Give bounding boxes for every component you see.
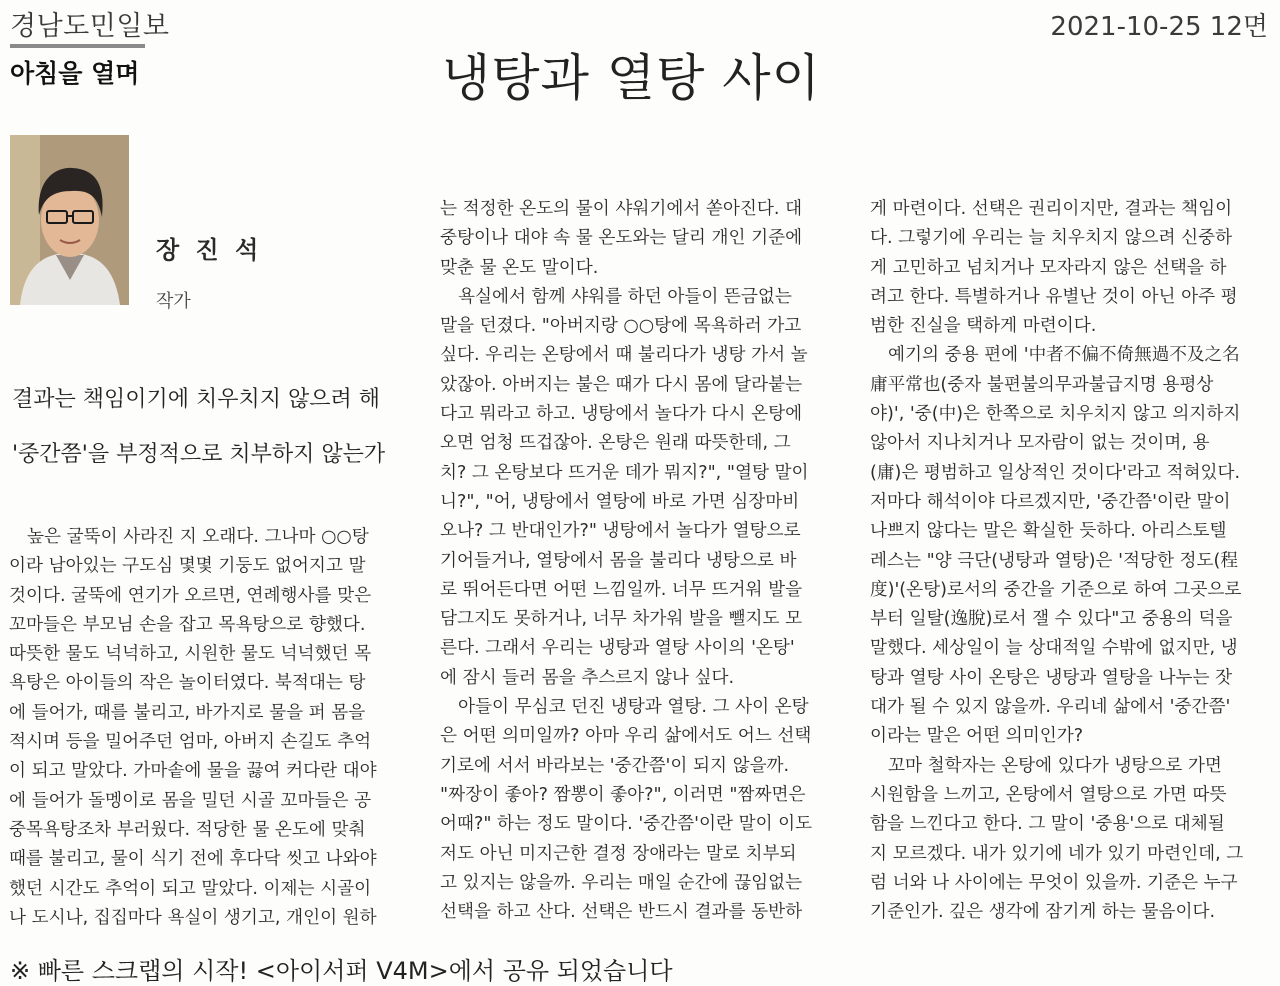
article-column-3 [870, 195, 1272, 927]
text-line: 나쁘지 않다는 말은 확실한 듯하다. 아리스토텔 [870, 521, 1227, 542]
text-line: 꼬마 철학자는 온탕에 있다가 냉탕으로 가면 [888, 755, 1222, 776]
text-line: 지 모르겠다. 내가 있기에 네가 있기 마련인데, 그 [870, 843, 1244, 864]
author-role: 작가 [156, 291, 191, 312]
text-line: (庸)은 평범하고 일상적인 것이다'라고 적혀있다. [870, 462, 1241, 483]
text-line: 니?", "어, 냉탕에서 열탕에 바로 가면 심장마비 [440, 491, 800, 512]
text-line: 오면 엄청 뜨겁잖아. 온탕은 원래 따뜻한데, 그 [440, 433, 791, 454]
text-line: 기준인가. 깊은 생각에 잠기게 하는 물음이다. [870, 902, 1216, 923]
text-line: 이라 남아있는 구도심 몇몇 기둥도 없어지고 말 [9, 556, 366, 577]
text-line: 탕과 열탕 사이 온탕은 냉탕과 열탕을 나누는 잣 [870, 667, 1233, 688]
text-line: 로 뛰어든다면 어떤 느낌일까. 너무 뜨거워 발을 [440, 579, 803, 600]
author-portrait-icon [10, 135, 129, 305]
text-line: 중탕이나 대야 속 물 온도와는 달리 개인 기준에 [440, 228, 803, 249]
text-line: 대가 될 수 있지 않을까. 우리네 삶에서 '중간쯤' [870, 697, 1231, 718]
text-line: 어때?" 하는 정도 말이다. '중간쯤'이란 말이 이도 [440, 814, 813, 835]
text-line: 담그지도 못하거나, 너무 차가워 발을 뺄지도 모 [440, 609, 803, 630]
publication-date: 2021-10-25 12면 [1050, 12, 1268, 42]
text-line: 말했다. 세상일이 늘 상대적일 수밖에 없지만, 냉 [870, 638, 1238, 659]
text-line: 따뜻한 물도 넉넉하고, 시원한 물도 넉넉했던 목 [9, 644, 372, 665]
text-line: 욕실에서 함께 샤워를 하던 아들이 뜬금없는 [458, 286, 792, 307]
text-line: 오나? 그 반대인가?" 냉탕에서 놀다가 열탕으로 [440, 521, 801, 542]
text-line: 에 잠시 들러 몸을 추스르지 않나 싶다. [440, 667, 735, 688]
subhead-line: '중간쯤'을 부정적으로 치부하지 않는가 [12, 442, 386, 467]
text-line: 적시며 등을 밀어주던 엄마, 아버지 손길도 추억 [9, 732, 372, 753]
text-line: 럼 너와 나 사이에는 무엇이 있을까. 기준은 누구 [870, 872, 1238, 893]
text-line: 중목욕탕조차 부러웠다. 적당한 물 온도에 맞춰 [9, 819, 366, 840]
author-photo [10, 135, 129, 305]
article-title: 냉탕과 열탕 사이 [442, 49, 821, 107]
text-line: 度)'(온탕)로서의 중간을 기준으로 하여 그곳으로 [870, 579, 1242, 600]
text-line: 은 어떤 의미일까? 아마 우리 삶에서도 어느 선택 [440, 726, 812, 747]
text-line: 선택을 하고 산다. 선택은 반드시 결과를 동반하 [440, 902, 803, 923]
text-line: 庸平常也(중자 불편불의무과불급지명 용평상 [870, 374, 1214, 395]
text-line: 다고 뭐라고 하고. 냉탕에서 놀다가 다시 온탕에 [440, 404, 803, 425]
text-line: 했던 시간도 추억이 되고 말았다. 이제는 시골이 [9, 878, 372, 899]
text-line: 다. 그렇기에 우리는 늘 치우치지 않으려 신중하 [870, 228, 1233, 249]
text-line: 싶다. 우리는 온탕에서 때 불리다가 냉탕 가서 놀 [440, 345, 808, 366]
text-line: 시원함을 느끼고, 온탕에서 열탕으로 가면 따뜻 [870, 784, 1227, 805]
text-line: 고 있지는 않을까. 우리는 매일 순간에 끊임없는 [440, 872, 803, 893]
text-line: 예기의 중용 편에 '中者不偏不倚無過不及之名 [888, 345, 1240, 366]
header-rule [10, 44, 145, 48]
text-line: 나 도시나, 집집마다 욕실이 생기고, 개인이 원하 [9, 907, 377, 928]
text-line: 에 들어가, 때를 불리고, 바가지로 물을 퍼 몸을 [9, 702, 366, 723]
text-line: 높은 굴뚝이 사라진 지 오래다. 그나마 ○○탕 [27, 527, 369, 547]
text-line: 려고 한다. 특별하거나 유별난 것이 아닌 아주 평 [870, 286, 1238, 307]
text-line: 레스는 "양 극단(냉탕과 열탕)은 '적당한 정도(程 [870, 550, 1239, 571]
text-line: 것이다. 굴뚝에 연기가 오르면, 연례행사를 맞은 [9, 585, 372, 606]
text-line: 않아서 지나치거나 모자람이 없는 것이며, 용 [870, 433, 1210, 454]
text-line: 욕탕은 아이들의 작은 놀이터였다. 북적대는 탕 [9, 673, 366, 694]
text-line: 부터 일탈(逸脫)로서 잴 수 있다"고 중용의 덕을 [870, 609, 1233, 630]
text-line: 저도 아닌 미지근한 결정 장애라는 말로 치부되 [440, 843, 797, 864]
section-title: 아침을 열며 [10, 59, 140, 88]
text-line: 맞춘 물 온도 말이다. [440, 257, 599, 278]
text-line: 았잖아. 아버지는 불은 때가 다시 몸에 달라붙는 [440, 374, 803, 395]
text-line: 아들이 무심코 던진 냉탕과 열탕. 그 사이 온탕 [458, 697, 809, 718]
text-line: 치? 그 온탕보다 뜨거운 데가 뭐지?", "열탕 말이 [440, 462, 809, 483]
text-line: 른다. 그래서 우리는 냉탕과 열탕 사이의 '온탕' [440, 638, 795, 659]
text-line: 이 되고 말았다. 가마솥에 물을 끓여 커다란 대야 [9, 761, 377, 782]
article-column-2 [440, 195, 842, 927]
text-line: 는 적정한 온도의 물이 샤워기에서 쏟아진다. 대 [440, 199, 803, 219]
text-line: 게 마련이다. 선택은 권리이지만, 결과는 책임이 [870, 199, 1233, 219]
text-line: 야)', '중(中)은 한쪽으로 치우치지 않고 의지하지 [870, 404, 1241, 425]
text-line: 저마다 해석이야 다르겠지만, '중간쯤'이란 말이 [870, 491, 1231, 512]
share-footer-note: ※ 빠른 스크랩의 시작! <아이서퍼 V4M>에서 공유 되었습니다 [10, 957, 673, 985]
author-name: 장 진 석 [156, 236, 263, 264]
text-line: 이라는 말은 어떤 의미인가? [870, 726, 1084, 747]
article-column-1 [9, 523, 411, 933]
text-line: 게 고민하고 넘치거나 모자라지 않은 선택을 하 [870, 257, 1227, 278]
text-line: 때를 불리고, 물이 식기 전에 후다닥 씻고 나와야 [9, 849, 377, 870]
newspaper-name: 경남도민일보 [10, 11, 170, 42]
article-subhead [12, 372, 412, 482]
text-line: 꼬마들은 부모님 손을 잡고 목욕탕으로 향했다. [9, 614, 366, 635]
text-line: 함을 느낀다고 한다. 그 말이 '중용'으로 대체될 [870, 814, 1225, 835]
text-line: 기어들거나, 열탕에서 몸을 불리다 냉탕으로 바 [440, 550, 797, 571]
text-line: 말을 던졌다. "아버지랑 ○○탕에 목욕하러 가고 [440, 316, 802, 337]
text-line: 범한 진실을 택하게 마련이다. [870, 316, 1097, 337]
subhead-line: 결과는 책임이기에 치우치지 않으려 해 [12, 387, 381, 412]
text-line: 기로에 서서 바라보는 '중간쯤'이 되지 않을까. [440, 755, 790, 776]
text-line: "짜장이 좋아? 짬뽕이 좋아?", 이러면 "짬짜면은 [440, 784, 806, 805]
text-line: 에 들어가 돌멩이로 몸을 밀던 시골 꼬마들은 공 [9, 790, 372, 811]
